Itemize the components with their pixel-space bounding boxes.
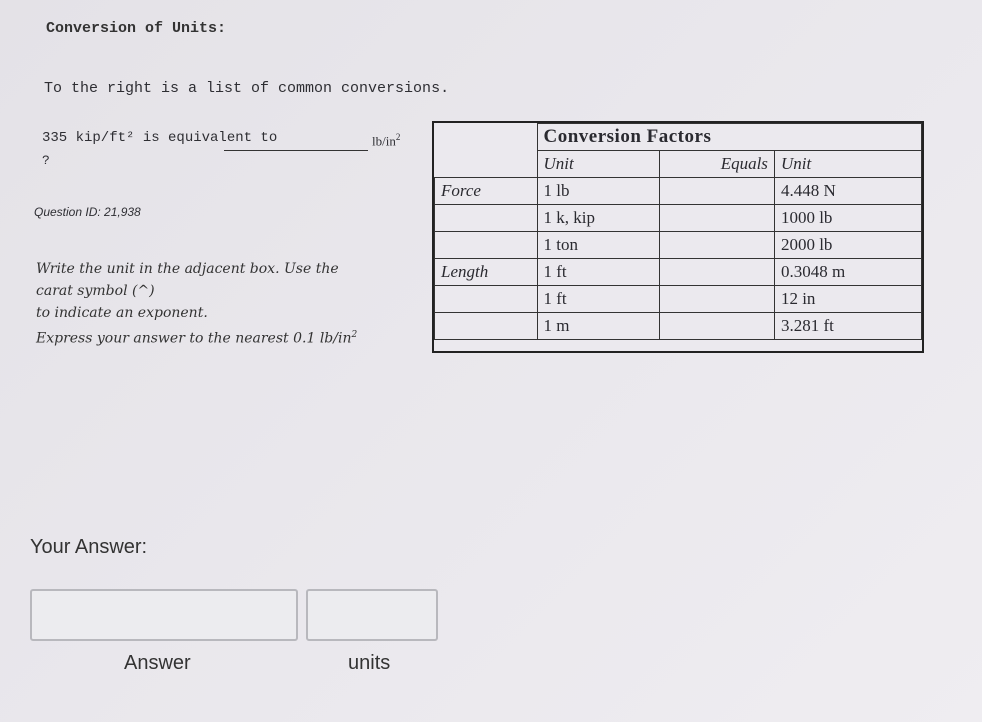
table-cell-to: 2000 lb	[774, 232, 921, 259]
answer-input[interactable]	[30, 589, 298, 641]
table-cell-from: 1 ft	[537, 286, 660, 313]
table-cell-from: 1 k, kip	[537, 205, 660, 232]
question-text: 335 kip/ft² is equivalent to	[42, 130, 278, 146]
table-cell-from: 1 ft	[537, 259, 660, 286]
instruction-line: to indicate an exponent.	[36, 305, 208, 321]
table-cell-from: 1 ton	[537, 232, 660, 259]
table-group-label: Force	[435, 178, 538, 205]
table-cell-to: 4.448 N	[774, 178, 921, 205]
instruction-line: Express your answer to the nearest 0.1 $lb/in^2$	[36, 330, 358, 347]
table-cell-to: 3.281 ft	[774, 313, 921, 340]
conversion-table-frame	[432, 121, 924, 353]
table-header-unit: Unit	[774, 151, 921, 178]
table-cell-to: 0.3048 m	[774, 259, 921, 286]
table-cell-from: 1 m	[537, 313, 660, 340]
table-cell-to: 1000 lb	[774, 205, 921, 232]
your-answer-heading: Your Answer:	[30, 536, 148, 558]
units-input[interactable]	[306, 589, 438, 641]
table-row	[435, 205, 922, 232]
question-mark: ?	[42, 153, 50, 168]
instructions	[36, 258, 436, 350]
page-header: Conversion of Units:	[46, 20, 227, 37]
table-title: Conversion Factors	[537, 124, 922, 151]
answer-blank-line	[224, 150, 368, 151]
table-row	[435, 232, 922, 259]
table-row	[435, 286, 922, 313]
conversion-table	[434, 123, 922, 340]
table-row	[435, 259, 922, 286]
question-id: Question ID: 21,938	[34, 205, 141, 219]
table-header-unit: Unit	[537, 151, 660, 178]
answer-label: Answer	[124, 652, 191, 674]
table-row	[435, 313, 922, 340]
units-label: units	[348, 652, 391, 674]
table-group-label: Length	[435, 259, 538, 286]
instruction-line: Write the unit in the adjacent box. Use the	[36, 261, 339, 277]
question-unit: $lb/in^2$	[372, 132, 401, 149]
table-header-equals: Equals	[660, 151, 775, 178]
intro-text: To the right is a list of common conversions.	[44, 80, 450, 97]
table-cell-to: 12 in	[774, 286, 921, 313]
table-row	[435, 178, 922, 205]
table-cell-from: 1 lb	[537, 178, 660, 205]
instruction-line: carat symbol (^)	[36, 283, 155, 299]
